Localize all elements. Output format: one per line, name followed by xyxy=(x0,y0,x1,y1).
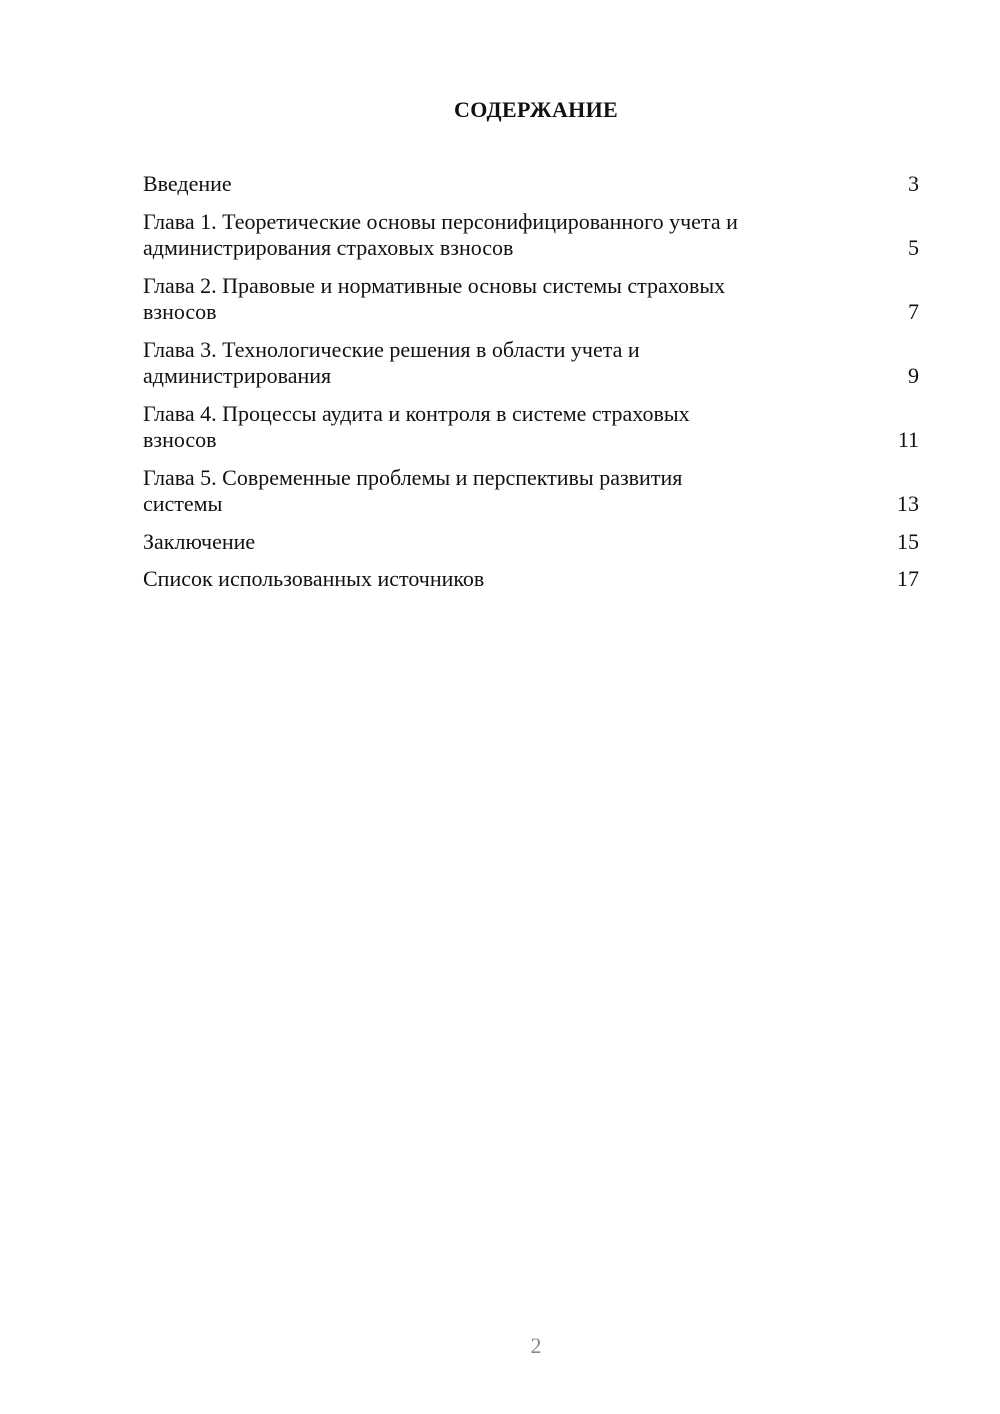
toc-entry-page: 13 xyxy=(897,491,919,516)
toc-entry-page: 15 xyxy=(897,528,919,554)
toc-entry-page: 17 xyxy=(897,566,919,591)
toc-entry-title: Список использованных источников xyxy=(143,566,485,591)
toc-entry-page: 9 xyxy=(908,363,919,388)
toc-entry-chapter-4[interactable] xyxy=(143,401,919,454)
toc-entry-page: 5 xyxy=(908,235,919,260)
toc-entry-title: Глава 1. Теоретические основы персонифицированного учета и администрирования страховых взносов xyxy=(143,208,738,260)
toc-entry-title: Глава 2. Правовые и нормативные основы системы страховых взносов xyxy=(143,272,726,324)
toc-entry-title: Глава 4. Процессы аудита и контроля в системе страховых взносов xyxy=(143,400,690,452)
toc-entry-references[interactable] xyxy=(143,566,919,593)
toc-entry-chapter-1[interactable] xyxy=(143,209,919,262)
table-of-contents xyxy=(143,171,919,604)
toc-entry-page: 7 xyxy=(908,299,919,324)
toc-entry-chapter-2[interactable] xyxy=(143,273,919,326)
page-number: 2 xyxy=(530,1333,542,1358)
toc-entry-conclusion[interactable] xyxy=(143,529,919,556)
toc-entry-chapter-3[interactable] xyxy=(143,337,919,390)
toc-heading: СОДЕРЖАНИЕ xyxy=(454,97,618,122)
toc-entry-page: 11 xyxy=(897,427,919,452)
toc-entry-title: Введение xyxy=(143,171,232,196)
toc-entry-introduction[interactable] xyxy=(143,171,919,198)
toc-entry-title: Глава 3. Технологические решения в области учета и администрирования xyxy=(143,336,640,388)
toc-entry-page: 3 xyxy=(908,171,919,196)
toc-entry-title: Глава 5. Современные проблемы и перспективы развития системы xyxy=(143,464,683,516)
toc-entry-chapter-5[interactable] xyxy=(143,465,919,518)
toc-entry-title: Заключение xyxy=(143,528,256,554)
